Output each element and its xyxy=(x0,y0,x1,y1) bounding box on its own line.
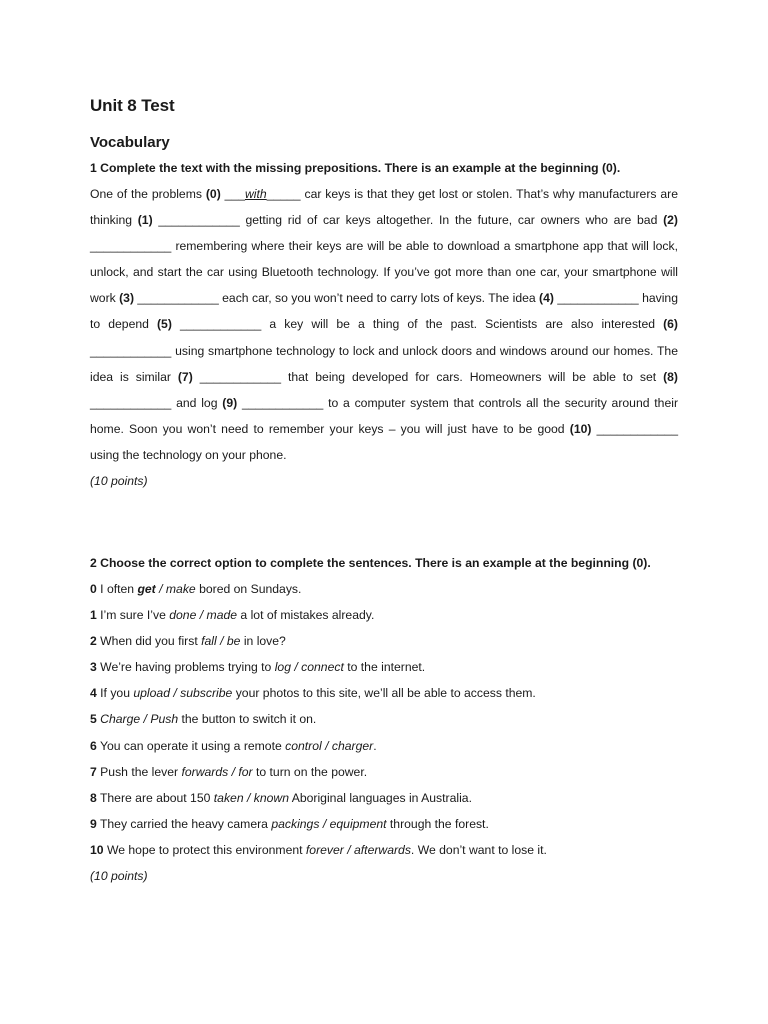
sentence-item xyxy=(90,654,678,680)
sentence-text: the button to switch it on. xyxy=(178,712,317,727)
sentence-text: . We don’t want to lose it. xyxy=(410,842,547,857)
option-a: fall xyxy=(201,634,217,649)
sentence-number: 9 xyxy=(90,816,97,831)
task-2-instructions: 2 Choose the correct option to complete the sentences. There is an example at the beginning (0). xyxy=(90,556,651,570)
option-b: connect xyxy=(301,660,344,675)
text-run: ____________ that being developed for cars. Homeowners will be able to set xyxy=(192,369,664,384)
gap-number: (2) xyxy=(663,213,678,228)
sentence-text: through the forest. xyxy=(386,816,489,831)
sentence-text: We hope to protect this environment xyxy=(103,842,306,857)
sentence-item xyxy=(90,759,678,785)
sentence-text: Aboriginal languages in Australia. xyxy=(289,790,472,805)
gapfill-paragraph xyxy=(90,181,678,468)
sentence-number: 3 xyxy=(90,660,97,675)
page-title: Unit 8 Test xyxy=(90,96,175,115)
gap-number: (9) xyxy=(222,395,238,410)
sentence-item xyxy=(90,628,678,654)
option-b: be xyxy=(226,634,241,649)
sentence-number: 6 xyxy=(90,738,97,753)
sentence-item xyxy=(90,785,678,811)
option-b: equipment xyxy=(329,816,387,831)
text-run: ____________ having to depend xyxy=(90,291,678,332)
option-separator: / xyxy=(169,686,181,701)
option-a: done xyxy=(169,608,197,623)
sentence-item xyxy=(90,733,678,759)
sentence-item xyxy=(90,576,678,602)
sentence-text: to the internet. xyxy=(343,660,426,675)
gap-number: (10) xyxy=(569,421,592,436)
option-b: made xyxy=(206,608,238,623)
sentence-text: We’re having problems trying to xyxy=(96,660,275,675)
option-b: for xyxy=(238,764,253,779)
sentence-item xyxy=(90,680,678,706)
gap-number: (6) xyxy=(663,317,678,332)
text-run: ____________ each car, so you won’t need to carry lots of keys. The idea xyxy=(134,291,540,306)
option-separator: / xyxy=(290,660,302,675)
sentence-list xyxy=(90,576,678,863)
gap-number: (4) xyxy=(539,291,554,306)
option-separator: / xyxy=(343,842,355,857)
option-a: packings xyxy=(271,816,320,831)
text-run: ____________ to a computer system that controls all the security around their home. Soon you won’t need to remember your keys – you will just have to be good xyxy=(90,395,678,436)
option-a: taken xyxy=(213,790,244,805)
sentence-text: When did you first xyxy=(96,634,202,649)
sentence-number: 7 xyxy=(90,764,97,779)
text-run: ____________ using the technology on your phone. xyxy=(90,421,678,462)
option-separator: / xyxy=(196,608,207,623)
sentence-item xyxy=(90,811,678,837)
text-run: ____________ a key will be a thing of the past. Scientists are also interested xyxy=(171,317,664,332)
option-b: Push xyxy=(150,712,179,727)
option-b: make xyxy=(165,582,196,596)
option-b: charger xyxy=(331,738,374,753)
sentence-text: a lot of mistakes already. xyxy=(237,608,375,623)
option-a: Charge xyxy=(100,712,141,727)
text-run: ____________ using smartphone technology to lock and unlock doors and windows around our homes. The idea is similar xyxy=(90,343,678,384)
option-separator: / xyxy=(155,582,166,596)
option-separator: / xyxy=(243,790,254,805)
sentence-number: 1 xyxy=(90,608,97,623)
sentence-text: bored on Sundays. xyxy=(195,582,302,596)
gap-number: (7) xyxy=(177,369,193,384)
sentence-item xyxy=(90,706,678,732)
sentence-text: Push the lever xyxy=(96,764,182,779)
sentence-text: to turn on the power. xyxy=(252,764,368,779)
option-a: log xyxy=(274,660,291,675)
gap-number: (8) xyxy=(663,369,678,384)
sentence-number: 10 xyxy=(90,842,104,857)
sentence-text: If you xyxy=(96,686,134,701)
task-2 xyxy=(90,550,678,889)
option-separator: / xyxy=(228,764,239,779)
option-a: forever xyxy=(305,842,344,857)
option-a: upload xyxy=(133,686,170,701)
sentence-item xyxy=(90,837,678,863)
sentence-number: 0 xyxy=(90,582,97,596)
text-run: _____ car keys is that they get lost or stolen. That’s why manufacturers are thinking xyxy=(90,187,678,228)
option-separator: / xyxy=(140,712,151,727)
sentence-number: 8 xyxy=(90,790,97,805)
text-run: ____________ getting rid of car keys altogether. In the future, car owners who are bad xyxy=(152,213,664,228)
section-heading-vocabulary: Vocabulary xyxy=(90,134,170,151)
text-run: ____________ and log xyxy=(90,395,223,410)
option-a: control xyxy=(285,738,322,753)
sentence-text: I’m sure I’ve xyxy=(96,608,170,623)
task-1 xyxy=(90,155,678,494)
option-a: get xyxy=(137,582,156,596)
sentence-text: . xyxy=(373,738,377,753)
gap-number: (5) xyxy=(157,317,172,332)
task-1-instructions: 1 Complete the text with the missing prepositions. There is an example at the beginning (0). xyxy=(90,161,621,175)
option-b: known xyxy=(253,790,290,805)
task-1-points: (10 points) xyxy=(90,474,148,489)
gap-number: (0) xyxy=(205,187,221,201)
option-separator: / xyxy=(321,738,332,753)
text-run: ____________ remembering where their keys are will be able to download a smartphone app that will lock, unlock, and start the car using Bluetooth technology. If you’ve got more than one car, your smartphone will work xyxy=(90,239,678,306)
text-run: One of the problems xyxy=(90,187,206,201)
example-answer: with xyxy=(245,187,267,201)
sentence-text: your photos to this site, we’ll all be able to access them. xyxy=(232,686,536,701)
sentence-number: 2 xyxy=(90,634,97,649)
test-page xyxy=(90,92,678,884)
option-a: forwards xyxy=(181,764,229,779)
option-separator: / xyxy=(319,816,330,831)
option-b: afterwards xyxy=(354,842,411,857)
sentence-number: 4 xyxy=(90,686,97,701)
task-2-points: (10 points) xyxy=(90,869,148,884)
sentence-text: There are about 150 xyxy=(96,790,214,805)
sentence-text: I often xyxy=(96,582,138,596)
sentence-text: You can operate it using a remote xyxy=(96,738,286,753)
gap-number: (1) xyxy=(137,213,153,228)
sentence-text: in love? xyxy=(240,634,286,649)
sentence-item xyxy=(90,602,678,628)
text-run: ___ xyxy=(220,187,245,201)
option-separator: / xyxy=(216,634,227,649)
sentence-text: They carried the heavy camera xyxy=(96,816,272,831)
gap-number: (3) xyxy=(119,291,135,306)
option-b: subscribe xyxy=(180,686,233,701)
sentence-number: 5 xyxy=(90,712,97,727)
